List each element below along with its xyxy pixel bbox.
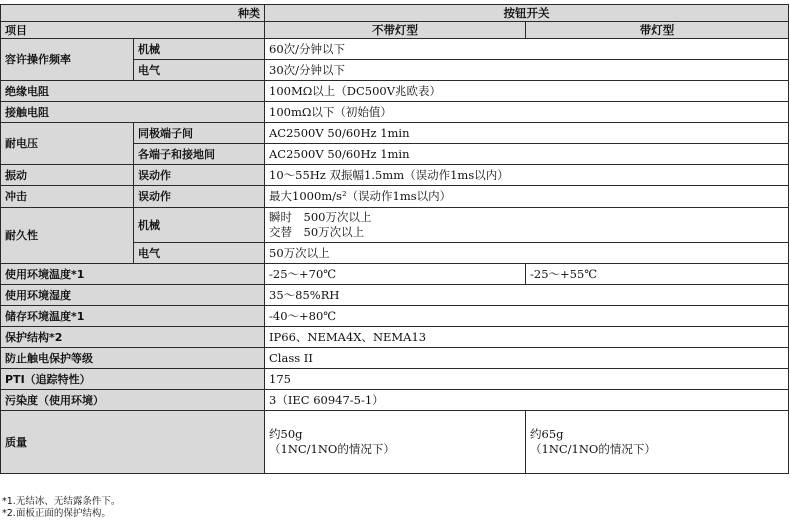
row-label-protection: 保护结构*2 bbox=[1, 327, 265, 348]
value-op-temp-no-lamp: -25～+70℃ bbox=[265, 264, 526, 285]
weight-lamp-line2: （1NC/1NO的情况下） bbox=[530, 442, 656, 456]
row-label-shock-protect: 防止触电保护等级 bbox=[1, 348, 265, 369]
sub-label-electrical: 电气 bbox=[134, 243, 265, 264]
durability-instant-line: 瞬时 500万次以上 bbox=[269, 210, 372, 224]
row-label-pti: PTI（追踪特性） bbox=[1, 369, 265, 390]
row-label-withstand: 耐电压 bbox=[1, 123, 134, 165]
weight-no-lamp-line1: 约50g bbox=[269, 427, 303, 441]
col-header-no-lamp: 不带灯型 bbox=[265, 22, 526, 39]
footnote-1: *1.无结冰、无结露条件下。 bbox=[2, 496, 121, 507]
sub-label-malfunction: 误动作 bbox=[134, 186, 265, 208]
row-label-pollution: 污染度（使用环境） bbox=[1, 390, 265, 411]
row-label-insulation: 绝缘电阻 bbox=[1, 81, 265, 102]
row-label-vibration: 振动 bbox=[1, 165, 134, 186]
sub-label-electrical: 电气 bbox=[134, 60, 265, 81]
value-contact: 100mΩ以下（初始值） bbox=[265, 102, 789, 123]
spec-table bbox=[0, 4, 789, 474]
sub-label-malfunction: 误动作 bbox=[134, 165, 265, 186]
durability-alternate-line: 交替 50万次以上 bbox=[269, 225, 365, 239]
value-storage-temp: -40～+80℃ bbox=[265, 306, 789, 327]
weight-lamp-line1: 约65g bbox=[530, 427, 564, 441]
value-withstand-same: AC2500V 50/60Hz 1min bbox=[265, 123, 789, 144]
value-pollution: 3（IEC 60947-5-1） bbox=[265, 390, 789, 411]
value-op-freq-elec: 30次/分钟以下 bbox=[265, 60, 789, 81]
sub-label-mechanical: 机械 bbox=[134, 39, 265, 60]
value-insulation: 100MΩ以上（DC500V兆欧表） bbox=[265, 81, 789, 102]
sub-label-mechanical: 机械 bbox=[134, 208, 265, 243]
col-header-lamp: 带灯型 bbox=[526, 22, 789, 39]
value-op-freq-mech: 60次/分钟以下 bbox=[265, 39, 789, 60]
value-withstand-ground: AC2500V 50/60Hz 1min bbox=[265, 144, 789, 165]
value-op-humidity: 35～85%RH bbox=[265, 285, 789, 306]
sub-label-terminal-ground: 各端子和接地间 bbox=[134, 144, 265, 165]
row-label-contact: 接触电阻 bbox=[1, 102, 265, 123]
row-label-storage-temp: 储存环境温度*1 bbox=[1, 306, 265, 327]
value-durability-mech bbox=[265, 208, 789, 243]
value-shock-protect: Class II bbox=[265, 348, 789, 369]
value-op-temp-lamp: -25～+55℃ bbox=[526, 264, 789, 285]
footnotes bbox=[2, 496, 120, 520]
value-durability-elec: 50万次以上 bbox=[265, 243, 789, 264]
item-header: 项目 bbox=[1, 22, 265, 39]
row-label-op-humidity: 使用环境湿度 bbox=[1, 285, 265, 306]
row-label-op-freq: 容许操作频率 bbox=[1, 39, 134, 81]
type-header: 种类 bbox=[1, 5, 265, 22]
row-label-durability: 耐久性 bbox=[1, 208, 134, 264]
weight-no-lamp-line2: （1NC/1NO的情况下） bbox=[269, 442, 395, 456]
row-label-weight: 质量 bbox=[1, 411, 265, 474]
group-header: 按钮开关 bbox=[265, 5, 789, 22]
value-weight-lamp bbox=[526, 411, 789, 474]
value-vibration: 10～55Hz 双振幅1.5mm（误动作1ms以内） bbox=[265, 165, 789, 186]
value-protection: IP66、NEMA4X、NEMA13 bbox=[265, 327, 789, 348]
row-label-shock: 冲击 bbox=[1, 186, 134, 208]
value-weight-no-lamp bbox=[265, 411, 526, 474]
value-pti: 175 bbox=[265, 369, 789, 390]
footnote-2: *2.面板正面的保护结构。 bbox=[2, 508, 111, 519]
row-label-op-temp: 使用环境温度*1 bbox=[1, 264, 265, 285]
value-shock: 最大1000m/s²（误动作1ms以内） bbox=[265, 186, 789, 208]
sub-label-same-pole: 同极端子间 bbox=[134, 123, 265, 144]
